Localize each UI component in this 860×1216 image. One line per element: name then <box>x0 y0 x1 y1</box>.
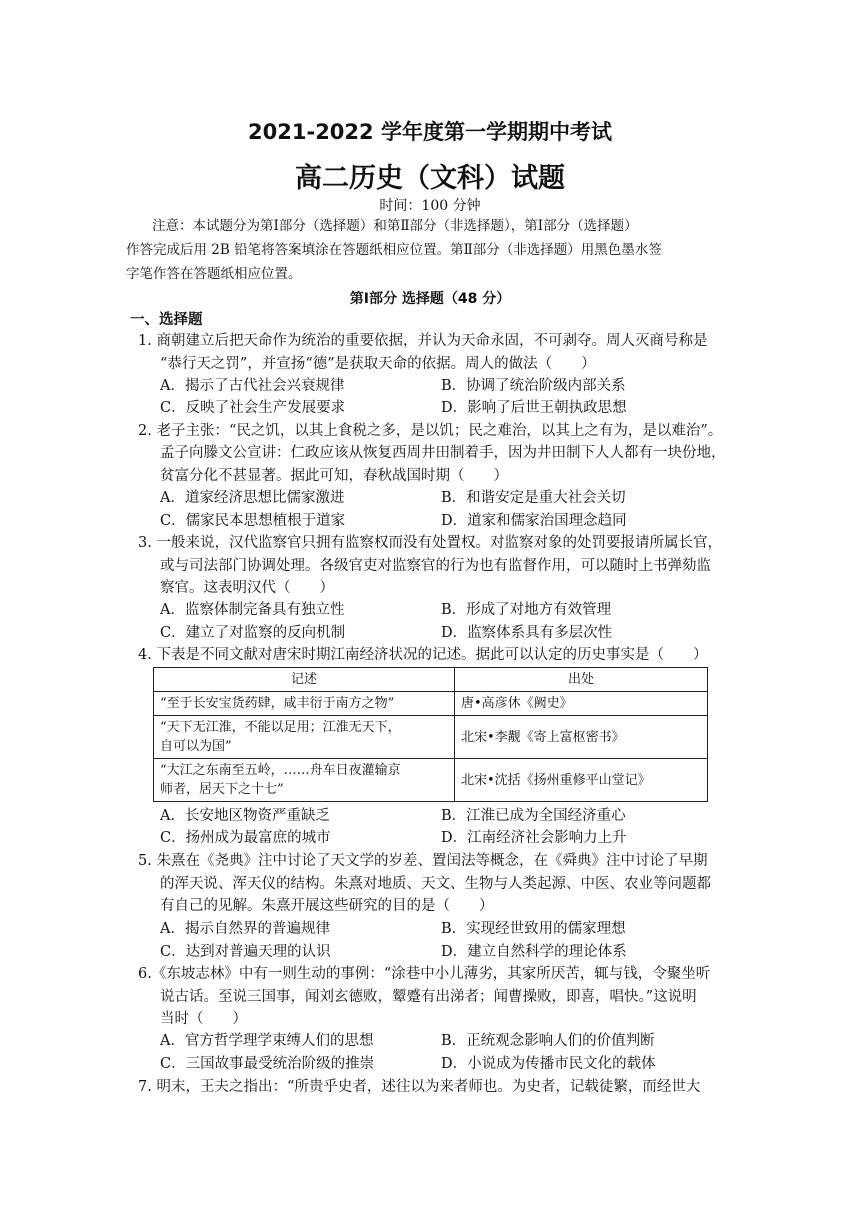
question-6-text: 当时（ ） <box>160 1011 247 1027</box>
table-cell-record <box>154 716 455 759</box>
question-3-option-b[interactable]: B．形成了对地方有效管理 <box>441 602 612 618</box>
question-5-option-d[interactable]: D．建立自然科学的理论体系 <box>441 944 627 960</box>
question-6-option-c[interactable]: C．三国故事最受统治阶级的推崇 <box>160 1056 375 1072</box>
question-5-text: 有自己的见解。朱熹开展这些研究的目的是（ ） <box>160 898 494 914</box>
notice-line: 作答完成后用 2B 铅笔将答案填涂在答题纸相应位置。第Ⅱ部分（非选择题）用黑色墨水签 <box>126 242 662 258</box>
question-4-option-a[interactable]: A．长安地区物资严重缺乏 <box>160 808 330 824</box>
record-text: “天下无江淮，不能以足用；江淮无天下， <box>160 720 401 735</box>
table-cell-source: 北宋•沈括《扬州重修平山堂记》 <box>455 759 708 802</box>
table-cell-record <box>154 692 455 716</box>
notice-line: 注意：本试题分为第Ⅰ部分（选择题）和第Ⅱ部分（非选择题），第Ⅰ部分（选择题） <box>152 218 638 234</box>
section-title: 一、选择题 <box>130 312 203 328</box>
question-6-option-b[interactable]: B．正统观念影响人们的价值判断 <box>441 1033 655 1049</box>
notice-line: 字笔作答在答题纸相应位置。 <box>126 266 302 282</box>
question-6-text: 6.《东坡志林》中有一则生动的事例：“涂巷中小儿薄劣，其家所厌苦，辄与钱，令聚坐听 <box>138 966 711 982</box>
exam-subtitle: 高二历史（文科）试题 <box>295 163 565 194</box>
exam-title: 2021-2022 学年度第一学期期中考试 <box>248 120 612 144</box>
table-row <box>154 692 708 716</box>
question-2-text: 贫富分化不甚显著。据此可知，春秋战国时期（ ） <box>160 468 508 484</box>
question-2-option-b[interactable]: B．和谐安定是重大社会关切 <box>441 490 626 506</box>
question-5-option-a[interactable]: A．揭示自然界的普遍规律 <box>160 921 330 937</box>
exam-time: 时间：100 分钟 <box>379 198 481 214</box>
table-header-source: 出处 <box>455 668 708 692</box>
question-3-option-d[interactable]: D．监察体系具有多层次性 <box>441 625 613 641</box>
question-1-option-a[interactable]: A．揭示了古代社会兴衰规律 <box>160 378 345 394</box>
question-1-text: “恭行天之罚”，并宣扬“德”是获取天命的依据。周人的做法（ ） <box>160 356 596 372</box>
question-2-text: 2. 老子主张：“民之饥，以其上食税之多，是以饥；民之难治，以其上之有为，是以难治”。 <box>138 423 723 439</box>
question-3-text: 察官。这表明汉代（ ） <box>160 580 334 596</box>
question-6-text: 说古话。至说三国事，闻刘玄德败，颦蹙有出涕者；闻曹操败，即喜，唱快。”这说明 <box>160 989 697 1005</box>
question-4-option-b[interactable]: B．江淮已成为全国经济重心 <box>441 808 626 824</box>
question-5-text: 的浑天说、浑天仪的结构。朱熹对地质、天文、生物与人类起源、中医、农业等问题都 <box>160 876 711 892</box>
question-3-text: 或与司法部门协调处理。各级官吏对监察官的行为也有监督作用，可以随时上书弹劾监 <box>160 558 711 574</box>
table-cell-source: 唐•高彦休《阙史》 <box>455 692 708 716</box>
table-row <box>154 716 708 759</box>
table-cell-record <box>154 759 455 802</box>
question-1-option-b[interactable]: B．协调了统治阶级内部关系 <box>441 378 626 394</box>
question-5-option-c[interactable]: C．达到对普遍天理的认识 <box>160 944 331 960</box>
question-3-option-a[interactable]: A．监察体制完备具有独立性 <box>160 602 345 618</box>
question-2-option-d[interactable]: D．道家和儒家治国理念趋同 <box>441 513 627 529</box>
question-1-option-c[interactable]: C．反映了社会生产发展要求 <box>160 400 346 416</box>
question-2-option-c[interactable]: C．儒家民本思想植根于道家 <box>160 513 346 529</box>
question-3-option-c[interactable]: C．建立了对监察的反向机制 <box>160 625 346 641</box>
record-text: “大江之东南至五岭，……舟车日夜灌输京 <box>160 763 401 778</box>
question-4-option-c[interactable]: C．扬州成为最富庶的城市 <box>160 830 331 846</box>
question-2-option-a[interactable]: A．道家经济思想比儒家激进 <box>160 490 345 506</box>
record-text: 师者，居天下之十七” <box>160 782 284 797</box>
record-text: 自可以为国” <box>160 739 232 754</box>
question-6-option-a[interactable]: A．官方哲学理学束缚人们的思想 <box>160 1033 374 1049</box>
table-row <box>154 759 708 802</box>
table-cell-source: 北宋•李觏《寄上富枢密书》 <box>455 716 708 759</box>
question-4-text: 4. 下表是不同文献对唐宋时期江南经济状况的记述。据此可以认定的历史事实是（ ） <box>138 647 708 663</box>
source-table <box>153 667 708 802</box>
question-6-option-d[interactable]: D．小说成为传播市民文化的载体 <box>441 1056 656 1072</box>
record-text: “至于长安宝货药肆，咸丰衍于南方之物” <box>160 696 395 711</box>
part-title: 第Ⅰ部分 选择题（48 分） <box>349 291 511 307</box>
table-header-record: 记述 <box>154 668 455 692</box>
question-1-text: 1. 商朝建立后把天命作为统治的重要依据，并认为天命永固，不可剥夺。周人灭商号称是 <box>138 333 708 349</box>
question-4-option-d[interactable]: D．江南经济社会影响力上升 <box>441 830 627 846</box>
question-1-option-d[interactable]: D．影响了后世王朝执政思想 <box>441 400 627 416</box>
question-2-text: 孟子向滕文公宣讲：仁政应该从恢复西周井田制着手，因为井田制下人人都有一块份地， <box>160 445 726 461</box>
question-5-text: 5. 朱熹在《尧典》注中讨论了天文学的岁差、置闰法等概念，在《舜典》注中讨论了早期 <box>138 853 708 869</box>
question-3-text: 3. 一般来说，汉代监察官只拥有监察权而没有处置权。对监察对象的处罚要报请所属长官， <box>138 535 722 551</box>
question-5-option-b[interactable]: B．实现经世致用的儒家理想 <box>441 921 626 937</box>
question-7-text: 7. 明末，王夫之指出：“所贵乎史者，述往以为来者师也。为史者，记载徒繁，而经世大 <box>138 1079 701 1095</box>
table-header-row <box>154 668 708 692</box>
